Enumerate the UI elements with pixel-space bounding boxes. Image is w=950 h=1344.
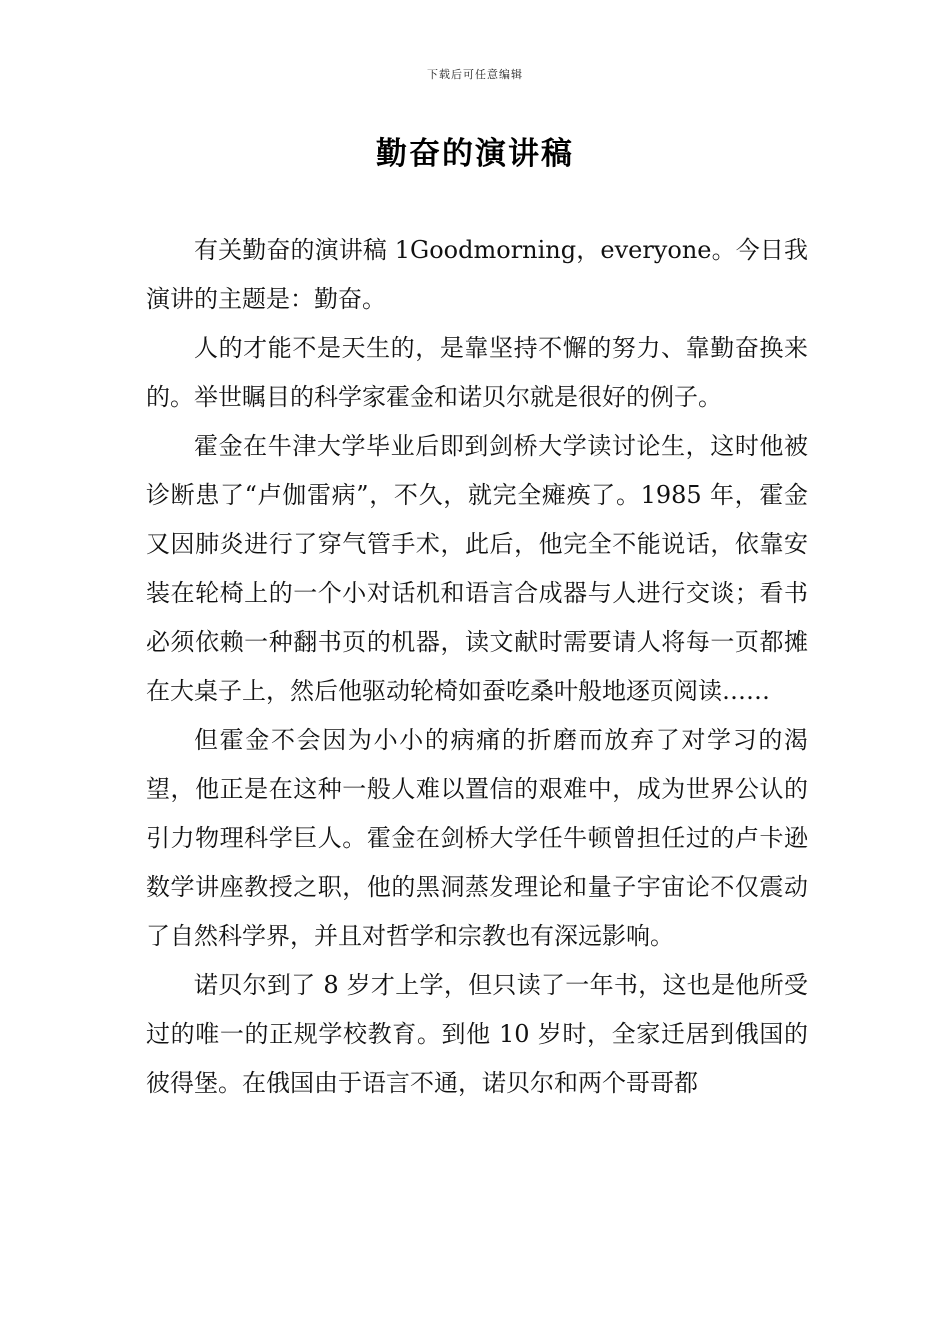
paragraph: 诺贝尔到了 8 岁才上学，但只读了一年书，这也是他所受过的唯一的正规学校教育。到他 10 岁时，全家迁居到俄国的彼得堡。在俄国由于语言不通，诺贝尔和两个哥哥都	[146, 971, 808, 1097]
paragraph: 人的才能不是天生的，是靠坚持不懈的努力、靠勤奋换来的。举世瞩目的科学家霍金和诺贝尔就是很好的例子。	[146, 334, 808, 411]
paragraph: 但霍金不会因为小小的病痛的折磨而放弃了对学习的渴望，他正是在这种一般人难以置信的艰难中，成为世界公认的引力物理科学巨人。霍金在剑桥大学任牛顿曾担任过的卢卡逊数学讲座教授之职，他的黑洞蒸发理论和量子宇宙论不仅震动了自然科学界，并且对哲学和宗教也有深远影响。	[146, 726, 808, 950]
paragraph: 霍金在牛津大学毕业后即到剑桥大学读讨论生，这时他被诊断患了“卢伽雷病”，不久，就完全瘫痪了。1985 年，霍金又因肺炎进行了穿气管手术，此后，他完全不能说话，依靠安装在轮椅上的一个小对话机和语言合成器与人进行交谈；看书必须依赖一种翻书页的机器，读文献时需要请人将每一页都摊在大桌子上，然后他驱动轮椅如蚕吃桑叶般地逐页阅读……	[146, 432, 808, 705]
header-note: 下载后可任意编辑	[427, 68, 523, 81]
document-body	[146, 226, 808, 1108]
document-title: 勤奋的演讲稿	[376, 136, 574, 172]
paragraph: 有关勤奋的演讲稿 1Goodmorning，everyone。今日我演讲的主题是：勤奋。	[146, 236, 808, 313]
